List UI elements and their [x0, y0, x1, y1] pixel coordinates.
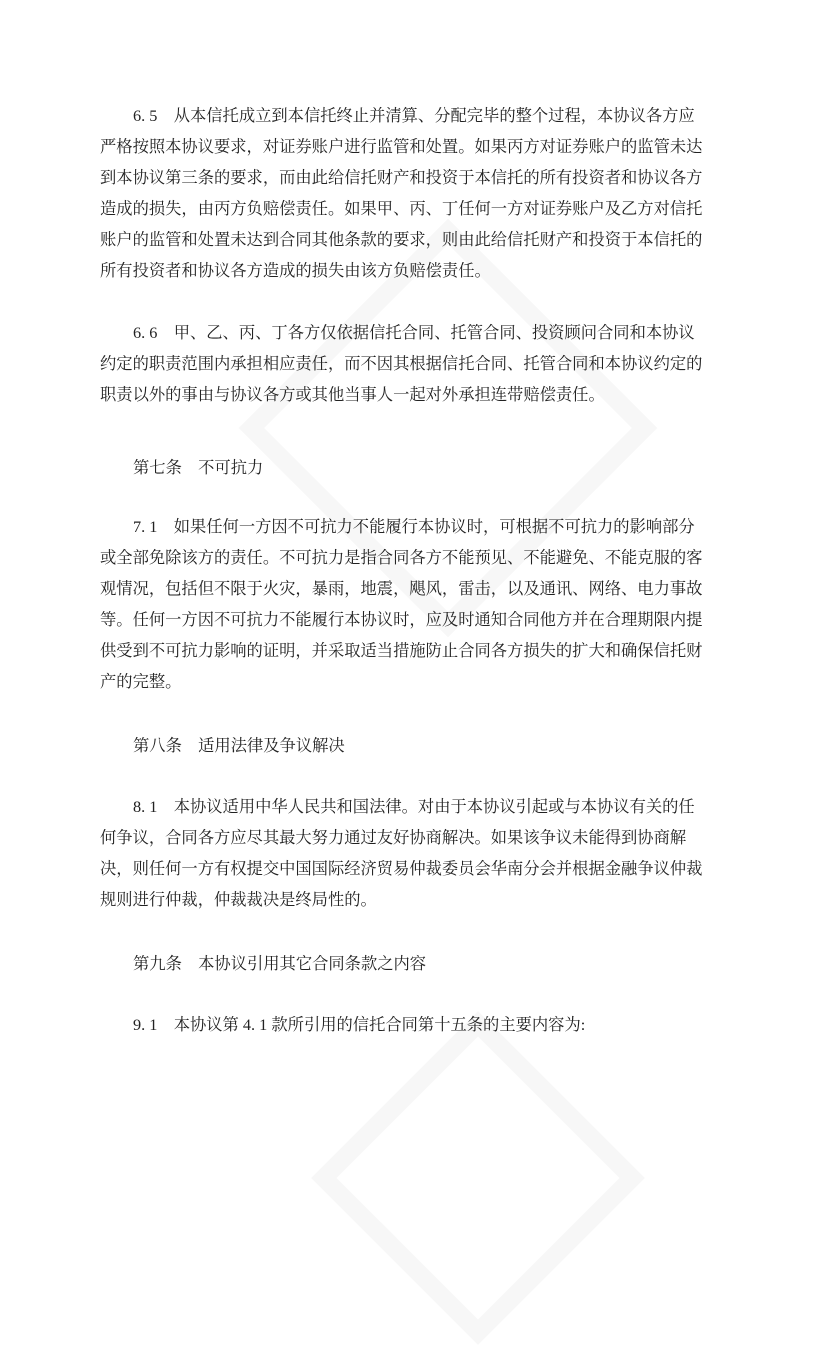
text-line: 决，则任何一方有权提交中国国际经济贸易仲裁委员会华南分会并根据金融争议仲裁	[100, 859, 703, 878]
heading: 第九条 本协议引用其它合同条款之内容	[133, 954, 427, 973]
article-7-heading	[100, 452, 745, 483]
heading: 第七条 不可抗力	[133, 458, 264, 477]
text-line: 9. 1 本协议第 4. 1 款所引用的信托合同第十五条的主要内容为:	[133, 1015, 586, 1034]
text-line: 6. 6 甲、乙、丙、丁各方仅依据信托合同、托管合同、投资顾问合同和本协议	[133, 323, 695, 342]
text-line: 所有投资者和协议各方造成的损失由该方负赔偿责任。	[100, 261, 491, 280]
article-9-heading	[100, 948, 745, 979]
text-line: 观情况，包括但不限于火灾，暴雨，地震，飓风，雷击，以及通讯、网络、电力事故	[100, 579, 703, 598]
heading: 第八条 适用法律及争议解决	[133, 736, 345, 755]
text-line: 等。任何一方因不可抗力不能履行本协议时，应及时通知合同他方并在合理期限内提	[100, 610, 703, 629]
clause-6-6	[100, 317, 745, 410]
text-line: 造成的损失，由丙方负赔偿责任。如果甲、丙、丁任何一方对证券账户及乙方对信托	[100, 199, 703, 218]
text-line: 或全部免除该方的责任。不可抗力是指合同各方不能预见、不能避免、不能克服的客	[100, 548, 703, 567]
text-line: 6. 5 从本信托成立到本信托终止并清算、分配完毕的整个过程，本协议各方应	[133, 106, 695, 125]
text-line: 8. 1 本协议适用中华人民共和国法律。对由于本协议引起或与本协议有关的任	[133, 797, 695, 816]
text-line: 产的完整。	[100, 672, 182, 691]
text-line: 约定的职责范围内承担相应责任，而不因其根据信托合同、托管合同和本协议约定的	[100, 354, 703, 373]
text-line: 供受到不可抗力影响的证明，并采取适当措施防止合同各方损失的扩大和确保信托财	[100, 641, 703, 660]
clause-8-1	[100, 791, 745, 915]
watermark	[311, 1011, 645, 1345]
text-line: 规则进行仲裁，仲裁裁决是终局性的。	[100, 890, 377, 909]
article-8-heading	[100, 730, 745, 761]
text-line: 7. 1 如果任何一方因不可抗力不能履行本协议时，可根据不可抗力的影响部分	[133, 517, 695, 536]
clause-6-5	[100, 100, 745, 286]
clause-9-1	[100, 1009, 745, 1040]
text-line: 职责以外的事由与协议各方或其他当事人一起对外承担连带赔偿责任。	[100, 385, 605, 404]
clause-7-1	[100, 511, 745, 697]
text-line: 到本协议第三条的要求，而由此给信托财产和投资于本信托的所有投资者和协议各方	[100, 168, 703, 187]
text-line: 账户的监管和处置未达到合同其他条款的要求，则由此给信托财产和投资于本信托的	[100, 230, 703, 249]
text-line: 何争议，合同各方应尽其最大努力通过友好协商解决。如果该争议未能得到协商解	[100, 828, 687, 847]
text-line: 严格按照本协议要求，对证券账户进行监管和处置。如果丙方对证券账户的监管未达	[100, 137, 703, 156]
